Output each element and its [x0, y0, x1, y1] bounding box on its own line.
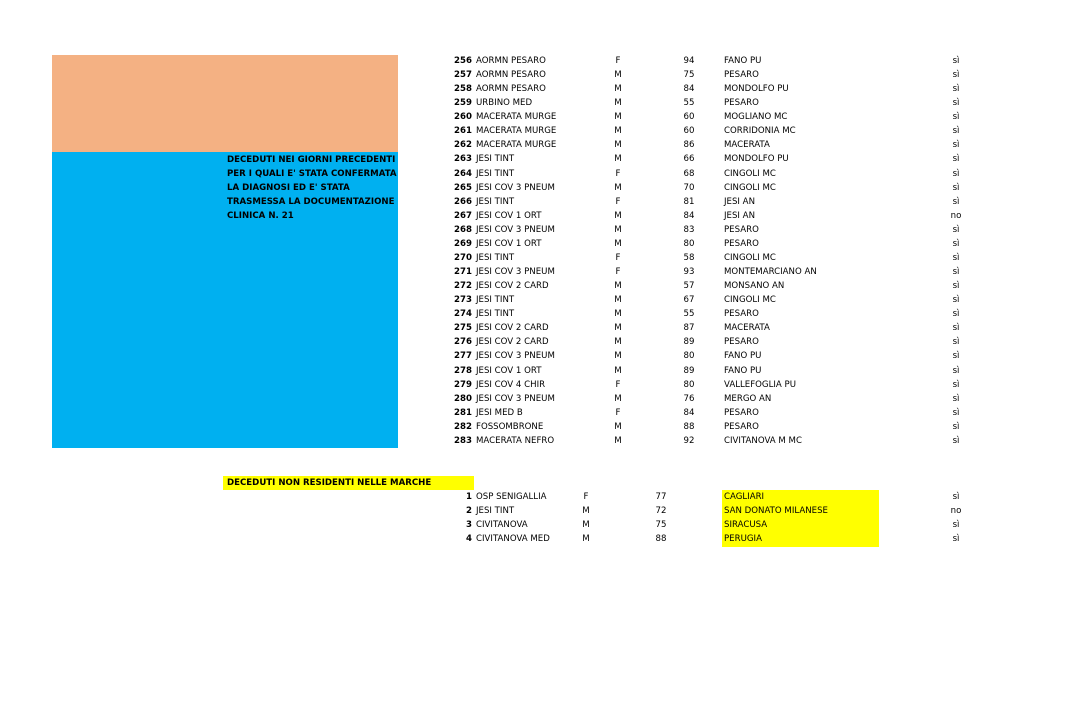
cell-resident: sì — [952, 281, 960, 292]
cell-age: 76 — [683, 393, 695, 404]
cell-num: 260 — [454, 112, 472, 123]
cell-city: FANO PU — [724, 351, 762, 362]
cell-hospital: URBINO MED — [476, 98, 533, 109]
cell-city: MONTEMARCIANO AN — [724, 267, 817, 278]
cell-resident: sì — [952, 224, 960, 235]
cell-age: 88 — [655, 534, 667, 544]
table-row — [0, 364, 1070, 378]
cell-num: 4 — [466, 534, 472, 544]
cell-num: 266 — [454, 196, 472, 207]
cell-resident: sì — [952, 323, 960, 334]
cell-age: 77 — [655, 492, 667, 502]
cell-sex: M — [614, 154, 622, 165]
table-row — [0, 124, 1070, 138]
cell-city: VALLEFOGLIA PU — [724, 379, 796, 390]
cell-num: 273 — [454, 295, 472, 306]
cell-resident: sì — [952, 84, 960, 95]
cell-num: 279 — [454, 379, 472, 390]
cell-city: MONSANO AN — [724, 281, 785, 292]
caption-line: TRASMESSA LA DOCUMENTAZIONE — [227, 197, 395, 208]
cell-num: 276 — [454, 337, 472, 348]
table-row — [0, 490, 1070, 504]
cell-resident: sì — [952, 267, 960, 278]
table-row — [0, 265, 1070, 279]
cell-age: 84 — [683, 84, 695, 95]
table-row — [0, 349, 1070, 363]
cell-resident: no — [950, 506, 962, 516]
cell-hospital: JESI TINT — [476, 506, 515, 516]
cell-resident: sì — [952, 393, 960, 404]
cell-sex: F — [615, 407, 621, 418]
cell-sex: M — [614, 210, 622, 221]
cell-age: 80 — [683, 379, 695, 390]
table-row — [0, 335, 1070, 349]
cell-num: 263 — [454, 154, 472, 165]
cell-resident: sì — [952, 520, 960, 530]
cell-city: MOGLIANO MC — [724, 112, 788, 123]
cell-hospital: FOSSOMBRONE — [476, 421, 544, 432]
cell-sex: M — [614, 295, 622, 306]
cell-age: 60 — [683, 126, 695, 137]
cell-hospital: MACERATA MURGE — [476, 112, 557, 123]
cell-age: 88 — [683, 421, 695, 432]
cell-sex: M — [614, 323, 622, 334]
cell-hospital: JESI TINT — [476, 309, 515, 320]
cell-resident: sì — [952, 70, 960, 81]
table-row — [0, 209, 1070, 223]
cell-age: 58 — [683, 252, 695, 263]
cell-sex: F — [615, 267, 621, 278]
cell-resident: sì — [952, 98, 960, 109]
table-row — [0, 307, 1070, 321]
cell-city: MONDOLFO PU — [724, 154, 789, 165]
table-row — [0, 279, 1070, 293]
cell-age: 75 — [655, 520, 667, 530]
table-row — [0, 532, 1070, 546]
cell-num: 280 — [454, 393, 472, 404]
cell-city: CINGOLI MC — [724, 295, 776, 306]
cell-num: 1 — [466, 492, 472, 502]
cell-hospital: MACERATA MURGE — [476, 140, 557, 151]
cell-num: 259 — [454, 98, 472, 109]
cell-age: 84 — [683, 407, 695, 418]
cell-num: 268 — [454, 224, 472, 235]
cell-resident: sì — [952, 126, 960, 137]
cell-sex: M — [614, 224, 622, 235]
cell-age: 81 — [683, 196, 695, 207]
cell-city: PESARO — [724, 421, 759, 432]
table-row — [0, 392, 1070, 406]
cell-age: 86 — [683, 140, 695, 151]
cell-sex: M — [614, 435, 622, 446]
cell-sex: M — [614, 182, 622, 193]
cell-hospital: JESI COV 3 PNEUM — [476, 267, 555, 278]
cell-hospital: JESI COV 3 PNEUM — [476, 224, 555, 235]
cell-num: 267 — [454, 210, 472, 221]
cell-age: 75 — [683, 70, 695, 81]
cell-hospital: JESI TINT — [476, 154, 515, 165]
cell-sex: F — [615, 56, 621, 66]
cell-city: PESARO — [724, 98, 759, 109]
cell-city: CORRIDONIA MC — [724, 126, 796, 137]
cell-num: 275 — [454, 323, 472, 334]
cell-city: MERGO AN — [724, 393, 772, 404]
cell-num: 272 — [454, 281, 472, 292]
cell-sex: M — [614, 309, 622, 320]
cell-resident: sì — [952, 337, 960, 348]
table-row — [0, 406, 1070, 420]
cell-num: 257 — [454, 70, 472, 81]
non-resident-header: DECEDUTI NON RESIDENTI NELLE MARCHE — [223, 476, 474, 490]
cell-age: 83 — [683, 224, 695, 235]
table-row — [0, 434, 1070, 448]
cell-city: PESARO — [724, 337, 759, 348]
caption-line: DECEDUTI NEI GIORNI PRECEDENTI — [227, 155, 396, 165]
cell-sex: F — [615, 196, 621, 207]
cell-age: 92 — [683, 435, 695, 446]
cell-hospital: JESI COV 1 ORT — [476, 238, 542, 249]
cell-city: SIRACUSA — [724, 520, 768, 530]
table-row — [0, 181, 1070, 195]
cell-sex: M — [614, 140, 622, 151]
cell-city: PESARO — [724, 309, 759, 320]
table-row — [0, 223, 1070, 237]
table-row — [0, 321, 1070, 335]
cell-city: CAGLIARI — [724, 492, 765, 502]
cell-city: SAN DONATO MILANESE — [724, 506, 828, 516]
cell-hospital: JESI TINT — [476, 295, 515, 306]
cell-num: 264 — [454, 168, 472, 179]
cell-age: 66 — [683, 154, 695, 165]
cell-age: 87 — [683, 323, 695, 334]
cell-hospital: JESI COV 1 ORT — [476, 210, 542, 221]
cell-num: 2 — [466, 506, 472, 516]
cell-hospital: JESI COV 2 CARD — [476, 323, 549, 334]
cell-resident: sì — [952, 435, 960, 446]
cell-num: 256 — [454, 56, 472, 66]
cell-num: 3 — [466, 520, 472, 530]
cell-city: CIVITANOVA M MC — [724, 435, 802, 446]
cell-hospital: JESI COV 3 PNEUM — [476, 393, 555, 404]
table-row — [0, 293, 1070, 307]
cell-sex: M — [582, 506, 590, 516]
cell-resident: no — [950, 210, 962, 221]
cell-sex: M — [614, 112, 622, 123]
table-row — [0, 82, 1070, 96]
cell-city: CINGOLI MC — [724, 252, 776, 263]
cell-age: 84 — [683, 210, 695, 221]
cell-resident: sì — [952, 365, 960, 376]
cell-num: 283 — [454, 435, 472, 446]
cell-sex: F — [615, 379, 621, 390]
cell-age: 94 — [683, 56, 695, 66]
table-row — [0, 96, 1070, 110]
caption-line: LA DIAGNOSI ED E' STATA — [227, 183, 350, 194]
cell-num: 258 — [454, 84, 472, 95]
cell-age: 57 — [683, 281, 695, 292]
cell-hospital: AORMN PESARO — [476, 56, 546, 66]
cell-city: CINGOLI MC — [724, 182, 776, 193]
cell-sex: M — [614, 421, 622, 432]
cell-resident: sì — [952, 534, 960, 544]
cell-num: 269 — [454, 238, 472, 249]
cell-sex: M — [582, 520, 590, 530]
cell-sex: F — [615, 252, 621, 263]
cell-num: 265 — [454, 182, 472, 193]
table-row — [0, 518, 1070, 532]
cell-resident: sì — [952, 351, 960, 362]
cell-age: 89 — [683, 365, 695, 376]
cell-city: CINGOLI MC — [724, 168, 776, 179]
table-row — [0, 251, 1070, 265]
cell-city: PESARO — [724, 238, 759, 249]
table-row — [0, 167, 1070, 181]
cell-sex: M — [614, 84, 622, 95]
table-row — [0, 54, 1070, 68]
cell-city: JESI AN — [724, 210, 755, 221]
cell-resident: sì — [952, 295, 960, 306]
cell-num: 262 — [454, 140, 472, 151]
cell-resident: sì — [952, 112, 960, 123]
caption-line: CLINICA N. 21 — [227, 211, 294, 222]
cell-hospital: JESI COV 3 PNEUM — [476, 182, 555, 193]
cell-hospital: MACERATA NEFRO — [476, 435, 555, 446]
cell-sex: M — [614, 365, 622, 376]
cell-city: FANO PU — [724, 365, 762, 376]
table-row — [0, 378, 1070, 392]
cell-hospital: OSP SENIGALLIA — [476, 492, 547, 502]
cell-hospital: JESI COV 1 ORT — [476, 365, 542, 376]
cell-age: 89 — [683, 337, 695, 348]
cell-city: MACERATA — [724, 140, 770, 151]
cell-resident: sì — [952, 56, 960, 66]
cell-hospital: AORMN PESARO — [476, 84, 546, 95]
cell-hospital: MACERATA MURGE — [476, 126, 557, 137]
cell-num: 274 — [454, 309, 472, 320]
cell-hospital: JESI TINT — [476, 252, 515, 263]
cell-num: 271 — [454, 267, 472, 278]
cell-resident: sì — [952, 421, 960, 432]
cell-hospital: JESI MED B — [476, 407, 523, 418]
cell-resident: sì — [952, 168, 960, 179]
cell-resident: sì — [952, 309, 960, 320]
cell-sex: M — [614, 337, 622, 348]
cell-hospital: JESI COV 2 CARD — [476, 337, 549, 348]
cell-resident: sì — [952, 140, 960, 151]
cell-hospital: JESI COV 3 PNEUM — [476, 351, 555, 362]
table-row — [0, 138, 1070, 152]
cell-hospital: JESI COV 4 CHIR — [476, 379, 546, 390]
cell-hospital: JESI TINT — [476, 168, 515, 179]
cell-city: PESARO — [724, 407, 759, 418]
cell-resident: sì — [952, 492, 960, 502]
cell-num: 277 — [454, 351, 472, 362]
cell-city: MONDOLFO PU — [724, 84, 789, 95]
cell-resident: sì — [952, 154, 960, 165]
cell-num: 282 — [454, 421, 472, 432]
cell-sex: F — [583, 492, 589, 502]
cell-hospital: CIVITANOVA MED — [476, 534, 550, 544]
cell-city: PESARO — [724, 224, 759, 235]
cell-sex: M — [614, 351, 622, 362]
cell-resident: sì — [952, 182, 960, 193]
cell-num: 261 — [454, 126, 472, 137]
cell-sex: M — [582, 534, 590, 544]
cell-sex: M — [614, 393, 622, 404]
cell-sex: F — [615, 168, 621, 179]
cell-resident: sì — [952, 379, 960, 390]
cell-city: PESARO — [724, 70, 759, 81]
caption-line: PER I QUALI E' STATA CONFERMATA — [227, 169, 397, 180]
cell-hospital: AORMN PESARO — [476, 70, 546, 81]
cell-hospital: JESI TINT — [476, 196, 515, 207]
table-row — [0, 504, 1070, 518]
cell-resident: sì — [952, 407, 960, 418]
table-row — [0, 152, 1070, 166]
cell-age: 60 — [683, 112, 695, 123]
cell-sex: M — [614, 238, 622, 249]
cell-sex: M — [614, 126, 622, 137]
table-row — [0, 237, 1070, 251]
cell-city: MACERATA — [724, 323, 770, 334]
cell-num: 270 — [454, 252, 472, 263]
table-row — [0, 68, 1070, 82]
cell-hospital: JESI COV 2 CARD — [476, 281, 549, 292]
table-row — [0, 195, 1070, 209]
table-row — [0, 420, 1070, 434]
cell-resident: sì — [952, 252, 960, 263]
cell-city: FANO PU — [724, 56, 762, 66]
cell-hospital: CIVITANOVA — [476, 520, 528, 530]
cell-city: PERUGIA — [724, 534, 762, 544]
cell-age: 80 — [683, 238, 695, 249]
table-row — [0, 110, 1070, 124]
cell-num: 278 — [454, 365, 472, 376]
cell-city: JESI AN — [724, 196, 755, 207]
cell-age: 55 — [683, 98, 695, 109]
cell-age: 72 — [655, 506, 667, 516]
cell-age: 68 — [683, 168, 695, 179]
cell-resident: sì — [952, 238, 960, 249]
cell-age: 93 — [683, 267, 695, 278]
cell-age: 80 — [683, 351, 695, 362]
cell-age: 70 — [683, 182, 695, 193]
cell-age: 67 — [683, 295, 695, 306]
cell-sex: M — [614, 70, 622, 81]
cell-num: 281 — [454, 407, 472, 418]
cell-age: 55 — [683, 309, 695, 320]
cell-sex: M — [614, 281, 622, 292]
cell-sex: M — [614, 98, 622, 109]
cell-resident: sì — [952, 196, 960, 207]
